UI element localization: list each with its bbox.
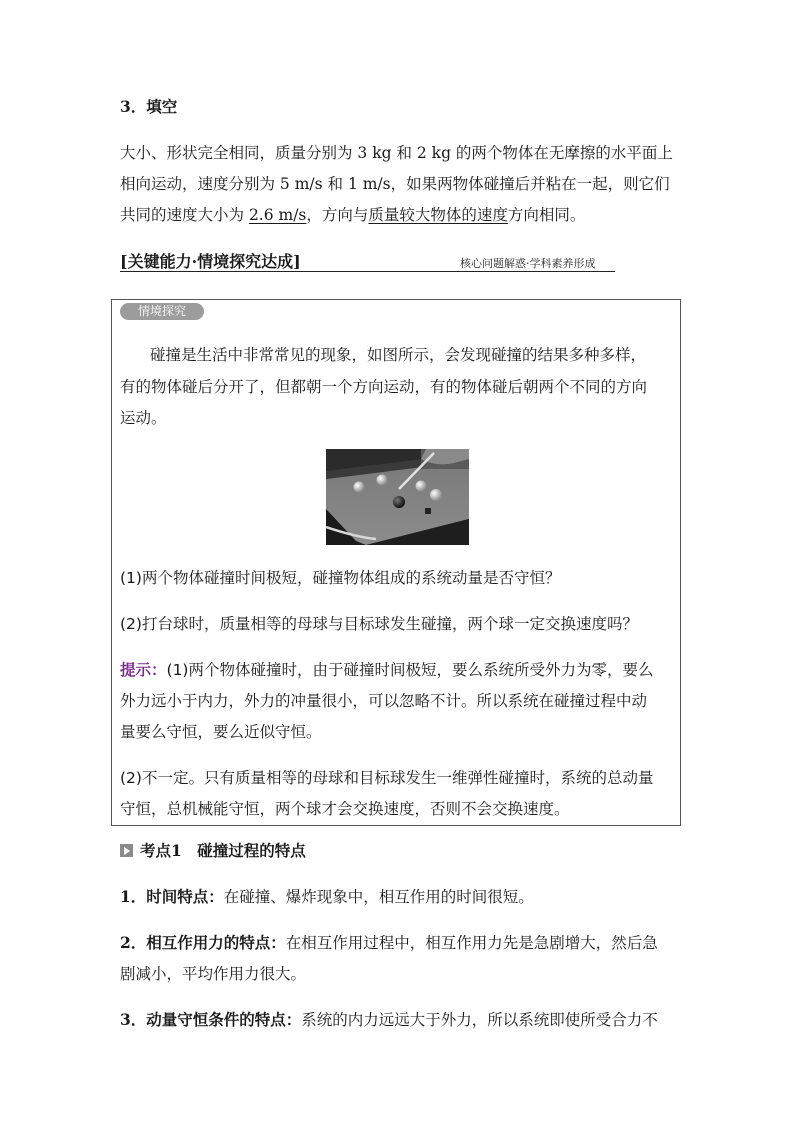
fill-blank-heading: 3．填空: [120, 97, 178, 116]
fill-blank-text-c: 方向相同。: [507, 206, 586, 224]
scenario-label: 情境探究: [120, 303, 204, 320]
hint-2-line-1: (2)不一定。只有质量相等的母球和目标球发生一维弹性碰撞时，系统的总动量: [120, 769, 654, 787]
section-subtitle: 核心问题解惑·学科素养形成: [460, 257, 596, 270]
fill-blank-text-b: ，方向与: [306, 206, 369, 224]
item-1-text: 在碰撞、爆炸现象中，相互作用的时间很短。: [223, 888, 534, 906]
point-1-item-2-cont: 剧减小，平均作用力很大。: [120, 965, 307, 983]
point-1-item-2: [120, 933, 680, 953]
fill-blank-answer-1: 2.6 m/s: [248, 206, 307, 224]
fill-blank-line-2: 相向运动，速度分别为 5 m/s 和 1 m/s，如果两物体碰撞后并粘在一起，则它们: [120, 175, 670, 193]
item-1-label: 1．时间特点：: [120, 887, 224, 906]
play-arrow-icon: [120, 844, 133, 857]
section-title: [关键能力·情境探究达成]: [120, 252, 301, 271]
scenario-para-line-1: 碰撞是生活中非常常见的现象，如图所示，会发现碰撞的结果多种多样，: [150, 346, 647, 364]
scenario-para-line-2: 有的物体碰后分开了，但都朝一个方向运动，有的物体碰后朝两个不同的方向: [120, 378, 648, 396]
fill-blank-line-3: [120, 205, 680, 225]
fill-blank-answer-2: 质量较大物体的速度: [368, 206, 508, 224]
section-divider: [120, 271, 615, 272]
hint-1-line-1-text: (1)两个物体碰撞时，由于碰撞时间极短，要么系统所受外力为零，要么: [166, 661, 654, 679]
billiards-photo: [326, 449, 469, 545]
question-2: (2)打台球时，质量相等的母球与目标球发生碰撞，两个球一定交换速度吗？: [120, 615, 638, 633]
hint-1-line-1: [120, 660, 680, 680]
hint-label: 提示：: [120, 661, 167, 679]
point-1-item-3: [120, 1010, 680, 1030]
fill-blank-text-a: 共同的速度大小为: [120, 206, 249, 224]
fill-blank-line-1: 大小、形状完全相同，质量分别为 3 kg 和 2 kg 的两个物体在无摩擦的水平面上: [120, 144, 673, 162]
item-2-text: 在相互作用过程中，相互作用力先是急剧增大，然后急: [285, 934, 658, 952]
question-1: (1)两个物体碰撞时间极短，碰撞物体组成的系统动量是否守恒？: [120, 569, 561, 587]
hint-1-line-3: 量要么守恒，要么近似守恒。: [120, 723, 322, 741]
hint-2-line-2: 守恒，总机械能守恒，两个球才会交换速度，否则不会交换速度。: [120, 800, 570, 818]
point-1-title: 考点1 碰撞过程的特点: [140, 841, 306, 860]
hint-1-line-2: 外力远小于内力，外力的冲量很小，可以忽略不计。所以系统在碰撞过程中动: [120, 692, 648, 710]
scenario-para-line-3: 运动。: [120, 409, 167, 427]
item-2-label: 2．相互作用力的特点：: [120, 933, 286, 952]
point-1-item-1: [120, 887, 680, 907]
item-3-label: 3．动量守恒条件的特点：: [120, 1010, 302, 1029]
item-3-text: 系统的内力远远大于外力，所以系统即使所受合力不: [301, 1011, 658, 1029]
